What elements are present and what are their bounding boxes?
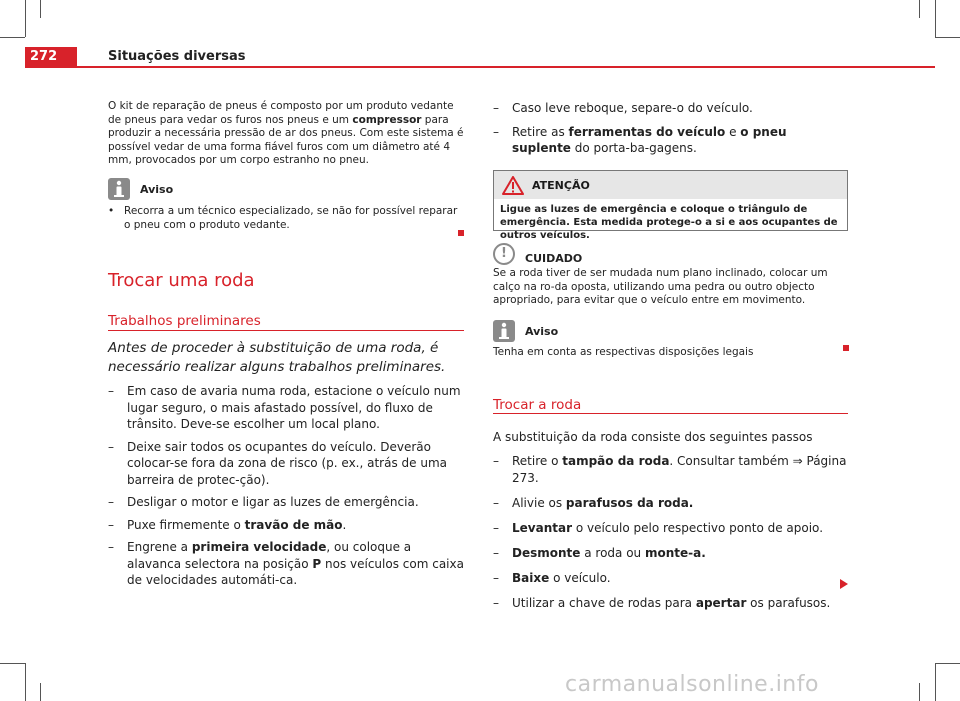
dash: – (108, 517, 114, 532)
note-title: Aviso (525, 324, 559, 338)
header-rule (25, 66, 935, 68)
step-bold: tampão da roda (562, 454, 670, 468)
section-title: Trocar uma roda (108, 270, 255, 291)
step-text: Desligar o motor e ligar as luzes de emergência. (127, 495, 419, 509)
subsection-intro: Antes de proceder à substituição de uma roda, é necessário realizar alguns trabalhos preliminares. (108, 340, 446, 375)
crop-mark (935, 0, 936, 37)
dash: – (493, 545, 499, 560)
step-text: Puxe firmemente o (127, 517, 245, 532)
info-icon (108, 178, 130, 200)
warning-heading (494, 171, 847, 199)
step-text: Caso leve reboque, separe-o do veículo. (512, 101, 753, 115)
step-text: . (342, 517, 347, 532)
continue-arrow-icon (840, 579, 848, 589)
dash: – (493, 570, 499, 585)
crop-mark (25, 663, 26, 701)
step-bold: o pneu suplente (512, 124, 787, 155)
warning-triangle-icon (502, 176, 524, 195)
step-bold: P (312, 556, 322, 571)
text-bold: compressor (352, 113, 422, 126)
crop-mark (935, 663, 960, 664)
text-fragment: O kit de reparação de pneus é composto por um produto vedante de pneus para vedar os furos nos pneus e um (108, 100, 454, 126)
step-text: do porta-ba-gagens. (570, 141, 697, 155)
step-text: a roda ou (580, 545, 645, 560)
dash: – (108, 439, 114, 454)
warning-box (493, 170, 848, 241)
dash: – (493, 101, 499, 115)
step-bold: Levantar (512, 520, 572, 535)
step-bold: travão de mão (244, 517, 343, 532)
step-text: os parafusos. (746, 595, 831, 610)
list-item (108, 494, 464, 511)
step-bold: parafusos da roda. (565, 495, 694, 510)
list-item (108, 439, 464, 489)
step-bold: ferramentas do veículo (568, 124, 726, 139)
subsection-rule (108, 330, 464, 331)
dash: – (108, 495, 114, 509)
wheel-intro: A substituição da roda consiste dos seguintes passos (493, 430, 813, 444)
watermark: carmanualsonline.info (565, 672, 819, 697)
end-marker (843, 345, 849, 351)
step-text: Deixe sair todos os ocupantes do veículo. Deverão colocar-se fora da zona de risco (p. ex., atrás de uma barreira de protec-ção). (127, 439, 447, 487)
step-text: o veículo. (549, 570, 611, 585)
text-fragment: para produzir a necessária pressão de ar dos pneus. Com este sistema é possível vedar de uma forma fiável furos com um diâmetro até 4 mm, provocados por um corpo estranho no pneu. (108, 113, 464, 166)
list-item (493, 545, 849, 562)
info-icon (493, 320, 515, 342)
subsection-title: Trabalhos preliminares (108, 313, 261, 329)
chapter-title: Situações diversas (108, 49, 246, 64)
list-item (493, 520, 849, 537)
crop-mark (40, 0, 41, 18)
list-item (108, 517, 464, 534)
warning-title: ATENÇÃO (532, 178, 590, 192)
step-text: Em caso de avaria numa roda, estacione o veículo num lugar seguro, o mais afastado possível, do fluxo de trânsito. Deve-se escolher um local plano. (127, 384, 461, 431)
list-item (493, 124, 849, 157)
caution-text: Se a roda tiver de ser mudada num plano inclinado, colocar um calço na ro-da oposta, utilizando uma pedra ou outro objecto apropriado, para evitar que o veículo entre em movimento. (493, 267, 828, 306)
step-text: Engrene a (127, 540, 192, 554)
note-body: Recorra a um técnico especializado, se não for possível reparar o pneu com o produto vedante. (124, 205, 458, 231)
page-number: 272 (30, 49, 58, 64)
step-text: , ou coloque a alavanca selectora na posição (127, 540, 412, 571)
subsection-rule (493, 413, 848, 414)
step-bold: primeira velocidade (191, 540, 327, 554)
list-item (493, 100, 849, 117)
crop-mark (935, 663, 936, 701)
crop-mark (0, 663, 25, 664)
crop-mark (0, 37, 25, 38)
step-text: Retire as (512, 124, 569, 139)
crop-mark (40, 683, 41, 701)
step-text: e (725, 124, 741, 139)
step-text: Retire o (512, 454, 563, 468)
subsection-title-right: Trocar a roda (493, 397, 582, 413)
dash: – (108, 384, 114, 398)
bullet: • (108, 205, 115, 217)
end-marker (458, 230, 464, 236)
list-item (493, 453, 849, 486)
list-item (108, 539, 464, 589)
crop-mark (919, 683, 920, 701)
warning-text: Ligue as luzes de emergência e coloque o triângulo de emergência. Esta medida protege-o a si e aos ocupantes de outros veículos. (500, 204, 838, 241)
note-text-right: Tenha em conta as respectivas disposições legais (493, 346, 754, 358)
steps-list (108, 383, 464, 589)
step-bold: monte-a. (644, 545, 706, 560)
wheel-steps-list (493, 453, 849, 611)
dash: – (493, 595, 499, 610)
step-bold: apertar (695, 595, 747, 610)
step-text: nos veículos com caixa de velocidades automáti-ca. (127, 556, 464, 587)
crop-mark (935, 37, 960, 38)
note-heading-right (493, 320, 558, 342)
step-text: o veículo pelo respectivo ponto de apoio. (572, 520, 824, 535)
note-text (108, 205, 458, 232)
note-heading (108, 178, 173, 200)
caution-heading (493, 243, 582, 265)
dash: – (493, 124, 499, 139)
list-item (493, 595, 849, 612)
intro-paragraph (108, 100, 464, 168)
step-text: Utilizar a chave de rodas para (512, 595, 696, 610)
list-item (493, 570, 849, 587)
step-text: . Consultar também ⇒ Página 273. (512, 454, 847, 485)
dash: – (108, 540, 114, 554)
note-title: Aviso (140, 182, 174, 196)
dash: – (493, 520, 499, 535)
step-text: Alivie os (512, 495, 566, 510)
list-item (108, 383, 464, 433)
dash: – (493, 495, 499, 510)
dash: – (493, 454, 499, 468)
step-bold: Desmonte (512, 545, 581, 560)
list-item (493, 495, 849, 512)
crop-mark (25, 0, 26, 37)
exclamation-circle-icon: ! (493, 243, 515, 265)
right-steps-list (493, 100, 849, 157)
crop-mark (919, 0, 920, 18)
step-bold: Baixe (512, 570, 550, 585)
caution-title: CUIDADO (525, 251, 583, 265)
